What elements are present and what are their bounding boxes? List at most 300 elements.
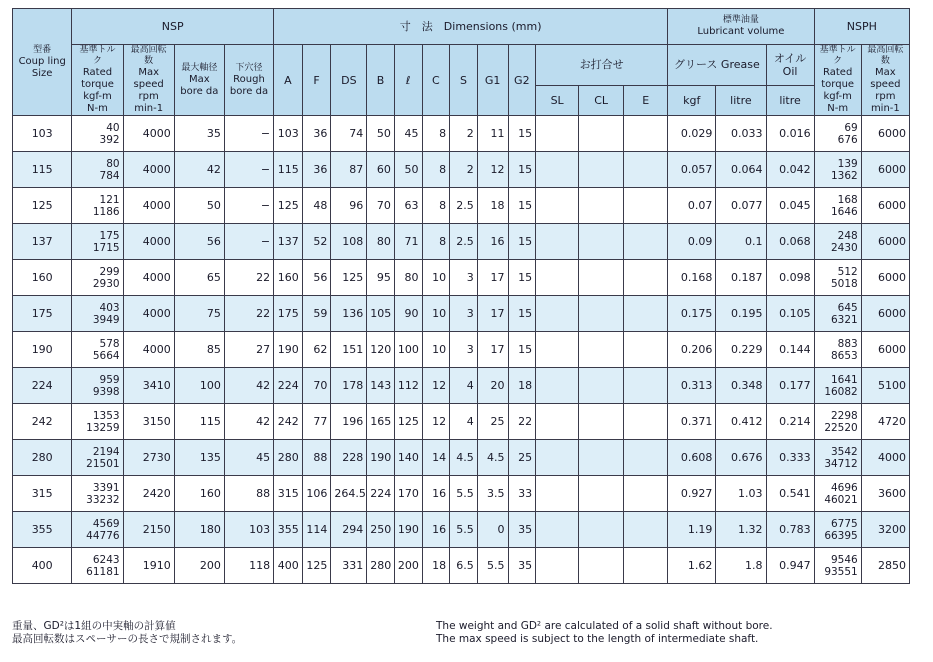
nsph-speed-cell: 6000 bbox=[861, 116, 909, 152]
B-cell: 143 bbox=[367, 368, 395, 404]
speed-header-jp: 最高回転数 bbox=[130, 45, 167, 66]
glitre-cell: 1.8 bbox=[716, 548, 766, 584]
B-cell: 120 bbox=[367, 332, 395, 368]
oil-cell: 0.042 bbox=[766, 152, 814, 188]
gkgf-cell: 0.029 bbox=[668, 116, 716, 152]
B-cell: 50 bbox=[367, 116, 395, 152]
speed-cell: 4000 bbox=[123, 152, 174, 188]
S-cell: 4.5 bbox=[450, 440, 478, 476]
DS-cell: 136 bbox=[331, 296, 367, 332]
SL-cell bbox=[536, 260, 579, 296]
torque-cell bbox=[72, 368, 123, 404]
torque-kgfm: 80 bbox=[106, 157, 120, 170]
oil-litre-header: litre bbox=[766, 85, 814, 115]
B-cell: 250 bbox=[367, 512, 395, 548]
S-cell: 4 bbox=[450, 368, 478, 404]
E-cell bbox=[624, 368, 668, 404]
nsph-speed-cell: 6000 bbox=[861, 260, 909, 296]
nsph-speed-cell: 6000 bbox=[861, 332, 909, 368]
torque-cell bbox=[72, 404, 123, 440]
torque-cell bbox=[72, 152, 123, 188]
DS-cell: 196 bbox=[331, 404, 367, 440]
CL-cell bbox=[579, 548, 624, 584]
nsph-speed-header-jp: 最高回転数 bbox=[867, 45, 904, 66]
l-cell: 71 bbox=[394, 224, 422, 260]
speed-cell: 2420 bbox=[123, 476, 174, 512]
glitre-cell: 0.412 bbox=[716, 404, 766, 440]
torque-nm: 392 bbox=[99, 133, 120, 146]
footnote-jp-1: 重量、GD²は1組の中実軸の計算値 bbox=[12, 620, 176, 632]
SL-cell bbox=[536, 512, 579, 548]
nsph-torque-cell bbox=[814, 476, 861, 512]
torque-header-unit: N-m bbox=[87, 103, 108, 114]
nsph-torque-header-en: Rated torque kgf-m bbox=[821, 67, 855, 102]
glitre-cell: 0.077 bbox=[716, 188, 766, 224]
G1-cell: 0 bbox=[477, 512, 508, 548]
A-cell: 115 bbox=[274, 152, 303, 188]
E-cell bbox=[624, 476, 668, 512]
table-header bbox=[13, 9, 910, 116]
table-row bbox=[13, 332, 910, 368]
nsph-torque-kgfm: 168 bbox=[837, 193, 858, 206]
gkgf-cell: 0.057 bbox=[668, 152, 716, 188]
torque-nm: 3949 bbox=[92, 313, 120, 326]
torque-nm: 44776 bbox=[86, 529, 120, 542]
gkgf-cell: 1.19 bbox=[668, 512, 716, 548]
B-cell: 105 bbox=[367, 296, 395, 332]
torque-nm: 2930 bbox=[92, 277, 120, 290]
S-cell: 6.5 bbox=[450, 548, 478, 584]
E-cell bbox=[624, 404, 668, 440]
roughbore-header bbox=[224, 45, 273, 116]
SL-cell bbox=[536, 224, 579, 260]
DS-cell: 96 bbox=[331, 188, 367, 224]
nsph-speed-cell: 6000 bbox=[861, 224, 909, 260]
nsph-torque-kgfm: 6775 bbox=[830, 517, 858, 530]
G2-cell: 33 bbox=[508, 476, 536, 512]
CL-cell bbox=[579, 476, 624, 512]
torque-nm: 784 bbox=[99, 169, 120, 182]
B-cell: 95 bbox=[367, 260, 395, 296]
maxbore-cell: 35 bbox=[174, 116, 224, 152]
oil-cell: 0.105 bbox=[766, 296, 814, 332]
G1-cell: 12 bbox=[477, 152, 508, 188]
E-cell bbox=[624, 188, 668, 224]
torque-kgfm: 959 bbox=[99, 373, 120, 386]
footnotes-jp bbox=[12, 620, 242, 646]
l-cell: 45 bbox=[394, 116, 422, 152]
F-cell: 106 bbox=[302, 476, 331, 512]
SL-cell bbox=[536, 476, 579, 512]
l-cell: 50 bbox=[394, 152, 422, 188]
G1-cell: 20 bbox=[477, 368, 508, 404]
SL-cell bbox=[536, 296, 579, 332]
nsph-speed-cell: 6000 bbox=[861, 296, 909, 332]
A-cell: 137 bbox=[274, 224, 303, 260]
rough-cell: − bbox=[224, 152, 273, 188]
nsph-header: NSPH bbox=[814, 9, 909, 45]
table-row bbox=[13, 260, 910, 296]
torque-nm: 9398 bbox=[92, 385, 120, 398]
S-cell: 3 bbox=[450, 260, 478, 296]
footnotes-en bbox=[436, 620, 773, 646]
speed-cell: 4000 bbox=[123, 296, 174, 332]
G2-cell: 15 bbox=[508, 188, 536, 224]
C-cell: 12 bbox=[422, 368, 450, 404]
A-cell: 355 bbox=[274, 512, 303, 548]
size-cell: 115 bbox=[13, 152, 72, 188]
glitre-cell: 1.32 bbox=[716, 512, 766, 548]
DS-cell: 74 bbox=[331, 116, 367, 152]
C-cell: 10 bbox=[422, 260, 450, 296]
size-cell: 400 bbox=[13, 548, 72, 584]
E-cell bbox=[624, 152, 668, 188]
rough-cell: 42 bbox=[224, 368, 273, 404]
nsph-torque-kgfm: 69 bbox=[844, 121, 858, 134]
rough-cell: 45 bbox=[224, 440, 273, 476]
maxbore-cell: 56 bbox=[174, 224, 224, 260]
C-cell: 8 bbox=[422, 224, 450, 260]
G2-cell: 15 bbox=[508, 296, 536, 332]
speed-cell: 4000 bbox=[123, 116, 174, 152]
nsph-speed-cell: 4720 bbox=[861, 404, 909, 440]
nsph-speed-cell: 3600 bbox=[861, 476, 909, 512]
E-cell bbox=[624, 260, 668, 296]
G2-cell: 15 bbox=[508, 224, 536, 260]
DS-cell: 87 bbox=[331, 152, 367, 188]
nsph-speed-cell: 4000 bbox=[861, 440, 909, 476]
speed-cell: 2730 bbox=[123, 440, 174, 476]
nsph-torque-nm: 93551 bbox=[824, 565, 858, 578]
table-row bbox=[13, 440, 910, 476]
torque-cell bbox=[72, 296, 123, 332]
B-cell: 165 bbox=[367, 404, 395, 440]
coupling-spec-table-wrapper bbox=[12, 8, 910, 584]
CL-cell bbox=[579, 188, 624, 224]
SL-cell bbox=[536, 152, 579, 188]
F-cell: 88 bbox=[302, 440, 331, 476]
glitre-cell: 0.1 bbox=[716, 224, 766, 260]
CL-cell bbox=[579, 296, 624, 332]
E-cell bbox=[624, 548, 668, 584]
dim-col-B: B bbox=[367, 45, 395, 116]
DS-cell: 294 bbox=[331, 512, 367, 548]
gkgf-cell: 0.608 bbox=[668, 440, 716, 476]
F-cell: 59 bbox=[302, 296, 331, 332]
nsph-torque-kgfm: 2298 bbox=[830, 409, 858, 422]
A-cell: 125 bbox=[274, 188, 303, 224]
nsph-speed-cell: 6000 bbox=[861, 152, 909, 188]
footnote-en-2: The max speed is subject to the length of intermediate shaft. bbox=[436, 633, 759, 645]
nsph-torque-nm: 16082 bbox=[824, 385, 858, 398]
torque-nm: 33232 bbox=[86, 493, 120, 506]
dim-col-l: ℓ bbox=[394, 45, 422, 116]
A-cell: 190 bbox=[274, 332, 303, 368]
G1-cell: 4.5 bbox=[477, 440, 508, 476]
rough-cell: − bbox=[224, 116, 273, 152]
B-cell: 190 bbox=[367, 440, 395, 476]
glitre-cell: 0.195 bbox=[716, 296, 766, 332]
torque-cell bbox=[72, 224, 123, 260]
C-cell: 14 bbox=[422, 440, 450, 476]
size-cell: 175 bbox=[13, 296, 72, 332]
grease-litre-header: litre bbox=[716, 85, 766, 115]
SL-cell bbox=[536, 548, 579, 584]
A-cell: 280 bbox=[274, 440, 303, 476]
nsph-torque-cell bbox=[814, 188, 861, 224]
S-cell: 2.5 bbox=[450, 224, 478, 260]
torque-kgfm: 2194 bbox=[92, 445, 120, 458]
torque-cell bbox=[72, 260, 123, 296]
C-cell: 8 bbox=[422, 188, 450, 224]
torque-cell bbox=[72, 548, 123, 584]
SL-cell bbox=[536, 404, 579, 440]
gkgf-cell: 0.175 bbox=[668, 296, 716, 332]
G2-cell: 15 bbox=[508, 152, 536, 188]
B-cell: 224 bbox=[367, 476, 395, 512]
dim-col-DS: DS bbox=[331, 45, 367, 116]
roughbore-header-jp: 下穴径 bbox=[235, 62, 263, 73]
size-cell: 190 bbox=[13, 332, 72, 368]
footnote-jp-2: 最高回転数はスペーサーの長さで規制されます。 bbox=[12, 633, 243, 645]
table-row bbox=[13, 296, 910, 332]
gkgf-cell: 0.313 bbox=[668, 368, 716, 404]
nsph-speed-cell: 3200 bbox=[861, 512, 909, 548]
S-cell: 2 bbox=[450, 116, 478, 152]
table-row bbox=[13, 116, 910, 152]
l-cell: 90 bbox=[394, 296, 422, 332]
torque-kgfm: 3391 bbox=[92, 481, 120, 494]
torque-header bbox=[72, 45, 123, 116]
DS-cell: 264.5 bbox=[331, 476, 367, 512]
CL-cell bbox=[579, 152, 624, 188]
rough-cell: 103 bbox=[224, 512, 273, 548]
gkgf-cell: 0.07 bbox=[668, 188, 716, 224]
torque-header-en: Rated torque kgf-m bbox=[81, 67, 114, 102]
nsph-torque-cell bbox=[814, 440, 861, 476]
E-cell bbox=[624, 332, 668, 368]
E-cell bbox=[624, 512, 668, 548]
nsph-torque-kgfm: 1641 bbox=[830, 373, 858, 386]
oil-cell: 0.947 bbox=[766, 548, 814, 584]
speed-cell: 3150 bbox=[123, 404, 174, 440]
nsph-torque-cell bbox=[814, 260, 861, 296]
S-cell: 2.5 bbox=[450, 188, 478, 224]
oil-cell: 0.177 bbox=[766, 368, 814, 404]
torque-cell bbox=[72, 440, 123, 476]
glitre-cell: 0.676 bbox=[716, 440, 766, 476]
C-cell: 16 bbox=[422, 476, 450, 512]
torque-kgfm: 403 bbox=[99, 301, 120, 314]
speed-cell: 4000 bbox=[123, 188, 174, 224]
oil-cell: 0.016 bbox=[766, 116, 814, 152]
torque-kgfm: 40 bbox=[106, 121, 120, 134]
C-cell: 8 bbox=[422, 116, 450, 152]
rough-cell: 118 bbox=[224, 548, 273, 584]
torque-cell bbox=[72, 188, 123, 224]
size-cell: 160 bbox=[13, 260, 72, 296]
nsph-torque-kgfm: 3542 bbox=[830, 445, 858, 458]
nsph-speed-cell: 2850 bbox=[861, 548, 909, 584]
nsph-torque-nm: 8653 bbox=[830, 349, 858, 362]
CL-cell bbox=[579, 404, 624, 440]
size-cell: 315 bbox=[13, 476, 72, 512]
S-cell: 3 bbox=[450, 296, 478, 332]
torque-nm: 1715 bbox=[92, 241, 120, 254]
dim-col-F: F bbox=[302, 45, 331, 116]
C-cell: 12 bbox=[422, 404, 450, 440]
F-cell: 125 bbox=[302, 548, 331, 584]
l-cell: 190 bbox=[394, 512, 422, 548]
table-row bbox=[13, 404, 910, 440]
size-cell: 355 bbox=[13, 512, 72, 548]
maxbore-cell: 85 bbox=[174, 332, 224, 368]
glitre-cell: 0.348 bbox=[716, 368, 766, 404]
grease-kgf-header: kgf bbox=[668, 85, 716, 115]
nsph-torque-cell bbox=[814, 548, 861, 584]
G2-cell: 22 bbox=[508, 404, 536, 440]
G2-cell: 18 bbox=[508, 368, 536, 404]
oil-cell: 0.144 bbox=[766, 332, 814, 368]
S-cell: 4 bbox=[450, 404, 478, 440]
torque-kgfm: 121 bbox=[99, 193, 120, 206]
torque-kgfm: 578 bbox=[99, 337, 120, 350]
G1-cell: 18 bbox=[477, 188, 508, 224]
torque-nm: 13259 bbox=[86, 421, 120, 434]
A-cell: 242 bbox=[274, 404, 303, 440]
otoiawase-header: お打合せ bbox=[536, 45, 668, 86]
torque-cell bbox=[72, 332, 123, 368]
G2-cell: 35 bbox=[508, 548, 536, 584]
G2-cell: 15 bbox=[508, 332, 536, 368]
G1-cell: 16 bbox=[477, 224, 508, 260]
B-cell: 280 bbox=[367, 548, 395, 584]
lubricant-header-jp: 標準油量 bbox=[722, 15, 759, 25]
maxbore-cell: 160 bbox=[174, 476, 224, 512]
CL-cell bbox=[579, 332, 624, 368]
rough-cell: 88 bbox=[224, 476, 273, 512]
nsph-torque-nm: 1646 bbox=[830, 205, 858, 218]
torque-nm: 1186 bbox=[92, 205, 120, 218]
C-cell: 8 bbox=[422, 152, 450, 188]
table-body bbox=[13, 116, 910, 584]
rough-cell: 42 bbox=[224, 404, 273, 440]
CL-cell bbox=[579, 116, 624, 152]
torque-kgfm: 4569 bbox=[92, 517, 120, 530]
maxbore-header bbox=[174, 45, 224, 116]
glitre-cell: 0.033 bbox=[716, 116, 766, 152]
F-cell: 114 bbox=[302, 512, 331, 548]
size-cell: 125 bbox=[13, 188, 72, 224]
maxbore-cell: 200 bbox=[174, 548, 224, 584]
glitre-cell: 0.187 bbox=[716, 260, 766, 296]
oil-cell: 0.045 bbox=[766, 188, 814, 224]
DS-cell: 228 bbox=[331, 440, 367, 476]
nsph-torque-kgfm: 4696 bbox=[830, 481, 858, 494]
nsph-torque-cell bbox=[814, 224, 861, 260]
l-cell: 100 bbox=[394, 332, 422, 368]
speed-header-unit: min-1 bbox=[134, 103, 164, 114]
nsp-header: NSP bbox=[72, 9, 274, 45]
nsph-torque-nm: 66395 bbox=[824, 529, 858, 542]
size-cell: 137 bbox=[13, 224, 72, 260]
nsph-speed-cell: 5100 bbox=[861, 368, 909, 404]
maxbore-cell: 50 bbox=[174, 188, 224, 224]
gkgf-cell: 0.206 bbox=[668, 332, 716, 368]
CL-cell bbox=[579, 260, 624, 296]
nsph-torque-kgfm: 512 bbox=[837, 265, 858, 278]
C-cell: 10 bbox=[422, 296, 450, 332]
nsph-speed-header bbox=[861, 45, 909, 116]
dim-col-G2: G2 bbox=[508, 45, 536, 116]
dim-col-S: S bbox=[450, 45, 478, 116]
A-cell: 224 bbox=[274, 368, 303, 404]
table-row bbox=[13, 512, 910, 548]
nsph-torque-cell bbox=[814, 404, 861, 440]
S-cell: 3 bbox=[450, 332, 478, 368]
nsph-torque-header bbox=[814, 45, 861, 116]
table-row bbox=[13, 368, 910, 404]
nsph-torque-kgfm: 9546 bbox=[830, 553, 858, 566]
maxbore-cell: 135 bbox=[174, 440, 224, 476]
oil-header: オイル Oil bbox=[766, 45, 814, 86]
maxbore-cell: 115 bbox=[174, 404, 224, 440]
dim-col-C: C bbox=[422, 45, 450, 116]
S-cell: 5.5 bbox=[450, 476, 478, 512]
rough-cell: − bbox=[224, 188, 273, 224]
SL-cell bbox=[536, 188, 579, 224]
nsph-torque-header-unit: N-m bbox=[827, 103, 849, 114]
DS-cell: 178 bbox=[331, 368, 367, 404]
dim-col-A: A bbox=[274, 45, 303, 116]
nsph-torque-kgfm: 645 bbox=[837, 301, 858, 314]
nsph-torque-nm: 676 bbox=[837, 133, 858, 146]
G1-cell: 5.5 bbox=[477, 548, 508, 584]
size-header-jp: 型番 bbox=[33, 44, 52, 55]
nsph-torque-nm: 2430 bbox=[830, 241, 858, 254]
G2-cell: 15 bbox=[508, 116, 536, 152]
l-cell: 140 bbox=[394, 440, 422, 476]
torque-cell bbox=[72, 512, 123, 548]
oil-cell: 0.783 bbox=[766, 512, 814, 548]
CL-cell bbox=[579, 224, 624, 260]
oil-cell: 0.214 bbox=[766, 404, 814, 440]
speed-header bbox=[123, 45, 174, 116]
rough-cell: 22 bbox=[224, 296, 273, 332]
rough-cell: 22 bbox=[224, 260, 273, 296]
gkgf-cell: 0.168 bbox=[668, 260, 716, 296]
table-row bbox=[13, 548, 910, 584]
footnote-en-1: The weight and GD² are calculated of a solid shaft without bore. bbox=[436, 620, 773, 632]
ot-col-SL: SL bbox=[536, 85, 579, 115]
CL-cell bbox=[579, 440, 624, 476]
CL-cell bbox=[579, 512, 624, 548]
DS-cell: 331 bbox=[331, 548, 367, 584]
DS-cell: 125 bbox=[331, 260, 367, 296]
nsph-torque-header-jp: 基準トルク bbox=[819, 45, 856, 66]
ot-col-CL: CL bbox=[579, 85, 624, 115]
F-cell: 36 bbox=[302, 116, 331, 152]
table-row bbox=[13, 188, 910, 224]
DS-cell: 108 bbox=[331, 224, 367, 260]
l-cell: 63 bbox=[394, 188, 422, 224]
F-cell: 52 bbox=[302, 224, 331, 260]
DS-cell: 151 bbox=[331, 332, 367, 368]
S-cell: 2 bbox=[450, 152, 478, 188]
grease-header: グリース Grease bbox=[668, 45, 766, 86]
C-cell: 10 bbox=[422, 332, 450, 368]
speed-cell: 3410 bbox=[123, 368, 174, 404]
